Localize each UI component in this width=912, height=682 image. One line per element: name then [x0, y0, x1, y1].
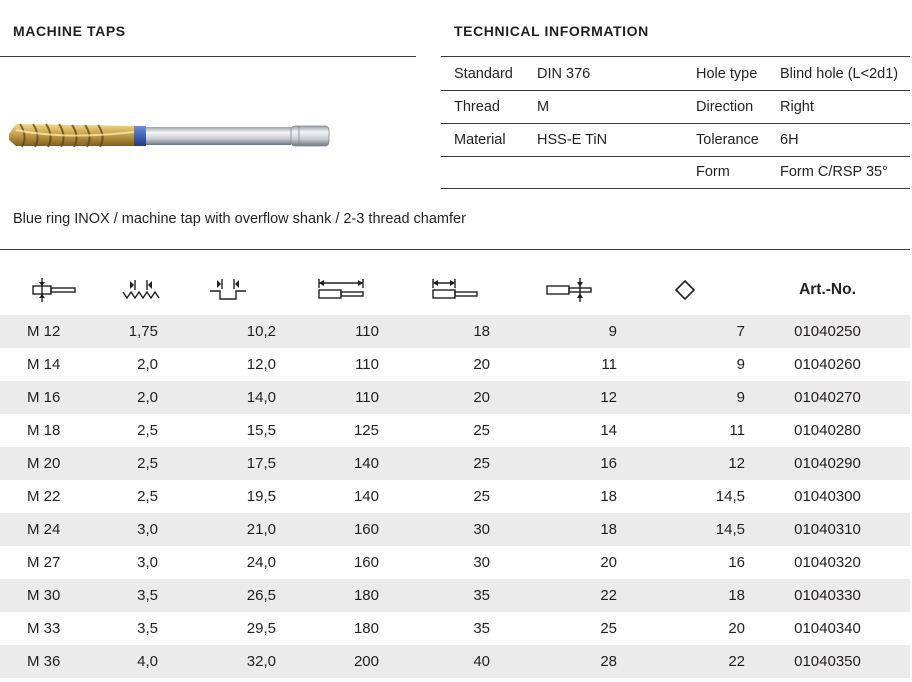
table-cell: 140 — [284, 447, 399, 480]
table-cell: 11 — [729, 422, 745, 439]
table-cell: 19,5 — [246, 488, 276, 505]
table-cell: 110 — [284, 381, 399, 414]
tech-info-label: Standard — [454, 66, 513, 82]
table-cell: 160 — [284, 513, 399, 546]
nominal-diameter-icon — [0, 265, 110, 315]
table-cell: 3,0 — [110, 513, 172, 546]
tech-info-value: DIN 376 — [537, 66, 591, 82]
table-cell: 10,2 — [172, 315, 284, 348]
table-cell: 16 — [512, 447, 625, 480]
table-cell: M 24 — [0, 513, 110, 546]
table-row — [0, 381, 910, 414]
tech-info-row — [441, 156, 910, 189]
tech-info-value: Form C/RSP 35° — [780, 164, 888, 180]
tech-info-label: Tolerance — [696, 132, 759, 148]
table-cell: 3,0 — [137, 554, 158, 571]
table-cell: 3,5 — [110, 579, 172, 612]
table-cell: 01040340 — [794, 620, 861, 637]
divider — [0, 249, 910, 250]
spec-table — [0, 265, 910, 678]
table-cell: 28 — [512, 645, 625, 678]
table-cell: 30 — [399, 513, 512, 546]
table-cell: 01040350 — [745, 645, 910, 678]
table-cell: 16 — [728, 554, 745, 571]
table-row — [0, 447, 910, 480]
table-cell: 125 — [353, 422, 379, 439]
table-cell: M 20 — [0, 447, 110, 480]
table-cell: 20 — [728, 620, 745, 637]
product-description: Blue ring INOX / machine tap with overflow shank / 2-3 thread chamfer — [13, 211, 466, 227]
tech-info-label: Hole type — [696, 66, 758, 82]
table-cell: 01040310 — [745, 513, 910, 546]
table-cell: 22 — [512, 579, 625, 612]
table-cell: 9 — [736, 356, 745, 373]
table-header-row — [0, 265, 910, 315]
table-cell: 180 — [284, 579, 399, 612]
section-title-machine-taps: MACHINE TAPS — [13, 23, 126, 39]
table-row — [0, 315, 910, 348]
table-row — [0, 348, 910, 381]
table-cell: 2,0 — [110, 381, 172, 414]
tech-info-label: Material — [454, 132, 506, 148]
tech-info-value: 6H — [780, 132, 799, 148]
table-cell: 01040260 — [794, 356, 861, 373]
table-cell: 14,5 — [625, 513, 745, 546]
table-cell: 15,5 — [246, 422, 276, 439]
machine-tap-image — [6, 112, 334, 160]
table-cell: 12 — [625, 447, 745, 480]
table-cell: M 14 — [27, 356, 61, 373]
divider — [0, 56, 416, 57]
square-size-icon — [625, 265, 745, 315]
table-cell: 17,5 — [172, 447, 284, 480]
tech-info-label: Thread — [454, 99, 500, 115]
table-row — [0, 546, 910, 579]
table-cell: 32,0 — [172, 645, 284, 678]
table-cell: 35 — [473, 620, 490, 637]
table-cell: M 22 — [27, 488, 61, 505]
table-cell: 01040250 — [745, 315, 910, 348]
divider — [441, 56, 910, 57]
tech-info-row — [441, 58, 910, 91]
table-cell: 12,0 — [246, 356, 276, 373]
table-cell: 01040290 — [745, 447, 910, 480]
table-cell: 110 — [355, 356, 379, 373]
table-cell: 25 — [399, 447, 512, 480]
tech-info-row — [441, 124, 910, 157]
table-cell: 140 — [353, 488, 379, 505]
table-cell: 200 — [284, 645, 399, 678]
table-cell: 14,5 — [715, 488, 745, 505]
core-drill-diameter-icon — [172, 265, 284, 315]
table-cell: 24,0 — [246, 554, 276, 571]
table-cell: M 33 — [27, 620, 61, 637]
table-cell: M 30 — [0, 579, 110, 612]
tech-info-value: HSS-E TiN — [537, 132, 608, 148]
table-cell: 26,5 — [172, 579, 284, 612]
table-cell: 180 — [353, 620, 379, 637]
table-cell: 2,5 — [137, 422, 158, 439]
table-cell: 01040280 — [794, 422, 861, 439]
table-cell: 9 — [512, 315, 625, 348]
table-cell: M 16 — [0, 381, 110, 414]
table-cell: 01040300 — [794, 488, 861, 505]
tech-info-label: Form — [696, 164, 730, 180]
table-cell: 160 — [353, 554, 379, 571]
table-cell: 3,5 — [137, 620, 158, 637]
table-cell: 30 — [473, 554, 490, 571]
tech-info-value: Right — [780, 99, 814, 115]
table-cell: 29,5 — [246, 620, 276, 637]
table-cell: 18 — [625, 579, 745, 612]
table-cell: 14 — [600, 422, 617, 439]
table-cell: 18 — [399, 315, 512, 348]
table-row — [0, 480, 910, 513]
thread-pitch-icon — [110, 265, 172, 315]
table-row — [0, 579, 910, 612]
table-cell: 21,0 — [172, 513, 284, 546]
table-cell: 25 — [473, 488, 490, 505]
art-no-header: Art.-No. — [799, 281, 856, 298]
table-cell: 18 — [600, 488, 617, 505]
table-row — [0, 414, 910, 447]
table-cell: 25 — [473, 422, 490, 439]
table-cell: 20 — [600, 554, 617, 571]
table-cell: 20 — [473, 356, 490, 373]
table-cell: 1,75 — [110, 315, 172, 348]
section-title-technical-information: TECHNICAL INFORMATION — [454, 23, 649, 39]
table-row — [0, 645, 910, 678]
table-cell: 22 — [625, 645, 745, 678]
tech-info-value: Blind hole (L<2d1) — [780, 66, 899, 82]
table-cell: 18 — [512, 513, 625, 546]
table-cell: 01040330 — [745, 579, 910, 612]
table-cell: 01040320 — [794, 554, 861, 571]
table-cell: M 36 — [0, 645, 110, 678]
tech-info-value: M — [537, 99, 550, 115]
table-cell: M 18 — [27, 422, 61, 439]
table-cell: M 27 — [27, 554, 61, 571]
table-cell: 9 — [625, 381, 745, 414]
table-cell: 01040270 — [745, 381, 910, 414]
table-cell: 40 — [399, 645, 512, 678]
tech-info-label: Direction — [696, 99, 754, 115]
table-cell: 2,0 — [137, 356, 158, 373]
table-cell: 7 — [625, 315, 745, 348]
table-cell: 20 — [399, 381, 512, 414]
table-cell: 12 — [512, 381, 625, 414]
table-cell: 2,5 — [137, 488, 158, 505]
table-row — [0, 612, 910, 645]
table-row — [0, 513, 910, 546]
table-cell: 11 — [601, 356, 617, 373]
table-cell: 25 — [600, 620, 617, 637]
total-length-icon — [284, 265, 399, 315]
shank-diameter-icon — [512, 265, 625, 315]
table-cell: 14,0 — [172, 381, 284, 414]
table-cell: 4,0 — [110, 645, 172, 678]
table-cell: 35 — [399, 579, 512, 612]
thread-length-icon — [399, 265, 512, 315]
tech-info-row — [441, 91, 910, 124]
table-cell: M 12 — [0, 315, 110, 348]
table-cell: 2,5 — [110, 447, 172, 480]
table-cell: 110 — [284, 315, 399, 348]
